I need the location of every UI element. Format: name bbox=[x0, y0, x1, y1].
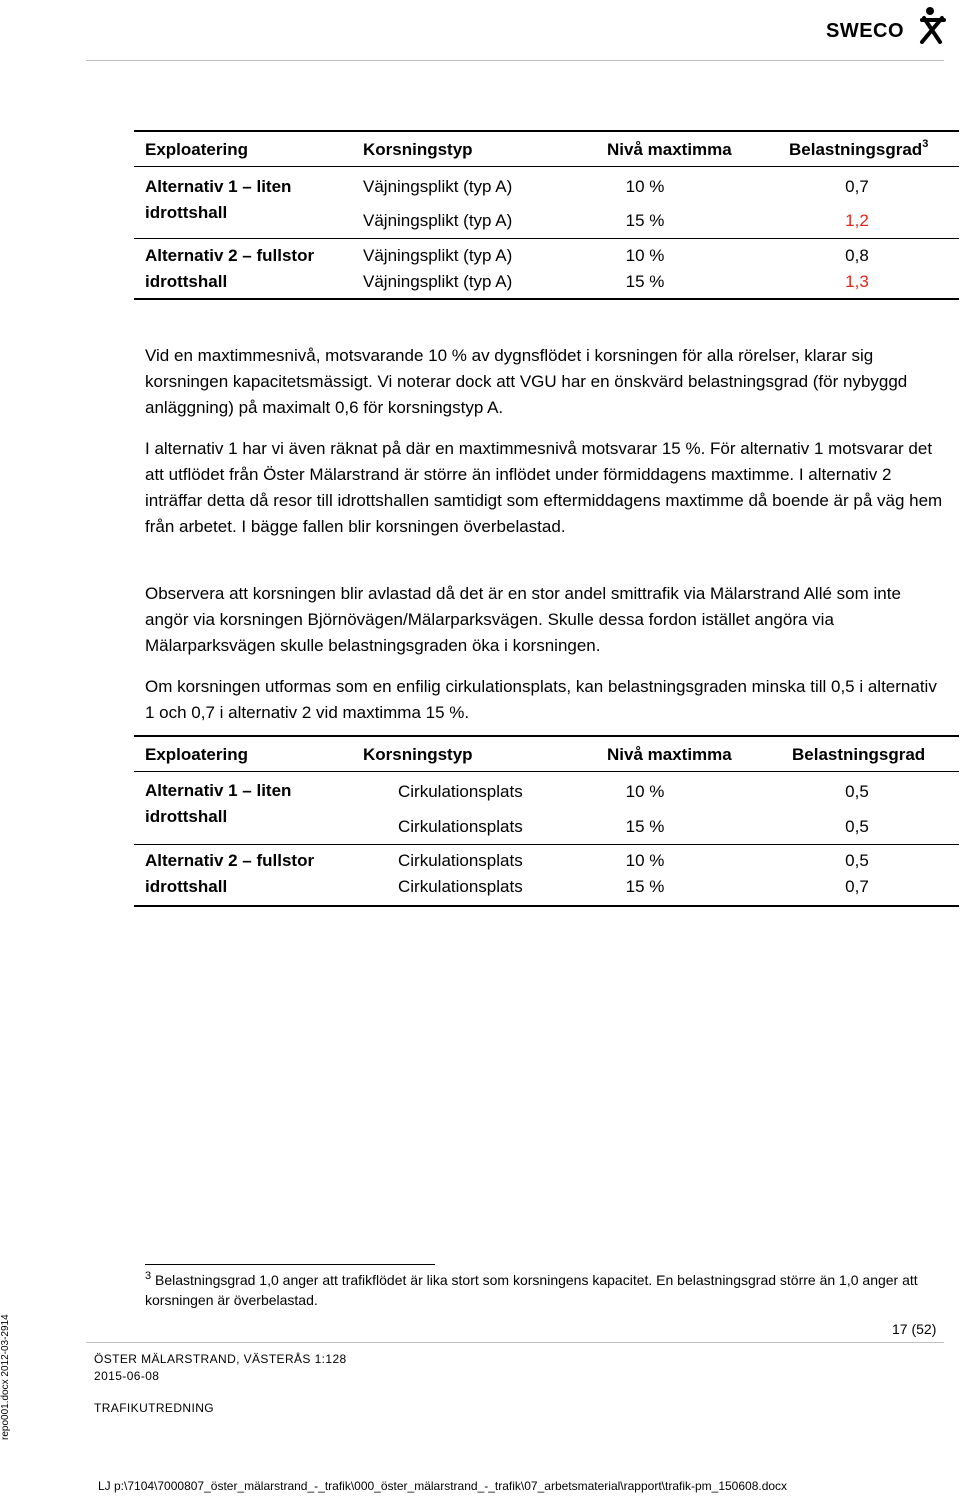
col-header-belastningsgrad: Belastningsgrad$^3$ bbox=[789, 138, 929, 159]
cell-level: 10 % bbox=[625, 851, 665, 870]
cell-grade: 0,5 bbox=[845, 851, 869, 870]
table-group-rule bbox=[134, 844, 959, 845]
cell-grade-overloaded: 1,3 bbox=[845, 272, 869, 291]
col-header-exploatering: Exploatering bbox=[145, 745, 248, 764]
paragraph-1: Vid en maxtimmesnivå, motsvarande 10 % av dygnsflödet i korsningen för alla rörelser, klarar sig korsningen kapacitetsmässigt. Vi noterar dock att VGU har en önskvärd belastningsgrad (för nybyggd anläggning) på maximalt 0,6 för korsningstyp A. bbox=[145, 346, 908, 417]
logo-text: SWECO bbox=[826, 20, 905, 42]
cell-type: Cirkulationsplats bbox=[398, 851, 523, 870]
cell-level: 15 % bbox=[625, 272, 665, 291]
cell-grade: 0,7 bbox=[845, 177, 869, 196]
cell-type: Väjningsplikt (typ A) bbox=[363, 177, 513, 196]
logo-figure-icon bbox=[918, 6, 948, 44]
footnote-rule bbox=[145, 1264, 435, 1265]
footnote-ref: 3 bbox=[922, 138, 929, 150]
group-name: Alternativ 1 – liten bbox=[145, 781, 292, 800]
col-header-niva: Nivå maxtimma bbox=[607, 745, 732, 764]
cell-grade: 0,8 bbox=[845, 246, 869, 265]
cell-type: Väjningsplikt (typ A) bbox=[363, 211, 513, 230]
page-number: 17 (52) bbox=[892, 1321, 937, 1337]
cell-level: 10 % bbox=[625, 177, 665, 196]
footer-project: ÖSTER MÄLARSTRAND, VÄSTERÅS 1:128 bbox=[94, 1352, 347, 1366]
cell-type: Cirkulationsplats bbox=[398, 817, 523, 836]
footnote-text: Belastningsgrad 1,0 anger att trafikflödet är lika stort som korsningens kapacitet. En belastningsgrad större än 1,0 anger att korsningen är överbelastad. bbox=[145, 1272, 918, 1308]
table-bottom-rule bbox=[134, 298, 959, 300]
col-header-korsningstyp: Korsningstyp bbox=[363, 745, 473, 764]
paragraph-3: Observera att korsningen blir avlastad då det är en stor andel smittrafik via Mälarstrand Allé som inte angör via korsningen Björnövägen/Mälarparksvägen. Skulle dessa fordon istället angöra via Mälarparksvägen skulle belastningsgraden öka i korsningen. bbox=[145, 584, 901, 655]
cell-type: Väjningsplikt (typ A) bbox=[363, 272, 513, 291]
cell-level: 10 % bbox=[625, 782, 665, 801]
capacity-table-2 bbox=[134, 735, 959, 907]
col-header-korsningstyp: Korsningstyp bbox=[363, 140, 473, 159]
group-name: idrottshall bbox=[145, 203, 228, 222]
footnote bbox=[145, 1270, 950, 1310]
cell-grade-overloaded: 1,2 bbox=[845, 211, 869, 230]
cell-type: Cirkulationsplats bbox=[398, 782, 523, 801]
group-name: Alternativ 2 – fullstor bbox=[145, 246, 315, 265]
table-header-rule bbox=[134, 771, 959, 772]
group-name: idrottshall bbox=[145, 807, 228, 826]
table-top-rule bbox=[134, 735, 959, 737]
footer-rule bbox=[86, 1342, 944, 1343]
footer-doc-type: TRAFIKUTREDNING bbox=[94, 1401, 214, 1415]
capacity-table-1 bbox=[134, 130, 959, 300]
footer-date: 2015-06-08 bbox=[94, 1369, 160, 1383]
table-group-rule bbox=[134, 238, 959, 239]
cell-level: 15 % bbox=[625, 877, 665, 896]
table-bottom-rule bbox=[134, 905, 959, 907]
group-name: Alternativ 1 – liten bbox=[145, 177, 292, 196]
cell-grade: 0,5 bbox=[845, 782, 869, 801]
col-header-exploatering: Exploatering bbox=[145, 140, 248, 159]
table-header-rule bbox=[134, 166, 959, 167]
sweco-logo bbox=[826, 6, 948, 44]
template-id: repo001.docx 2012-03-2914 bbox=[0, 1314, 11, 1440]
cell-level: 15 % bbox=[625, 211, 665, 230]
col-header-belastningsgrad: Belastningsgrad bbox=[792, 745, 926, 764]
table-top-rule bbox=[134, 130, 959, 132]
group-name: Alternativ 2 – fullstor bbox=[145, 851, 315, 870]
cell-level: 15 % bbox=[625, 817, 665, 836]
col-header-niva: Nivå maxtimma bbox=[607, 140, 732, 159]
paragraph-4: Om korsningen utformas som en enfilig cirkulationsplats, kan belastningsgraden minska till 0,5 i alternativ 1 och 0,7 i alternativ 2 vid maxtimma 15 %. bbox=[145, 677, 937, 722]
cell-grade: 0,5 bbox=[845, 817, 869, 836]
group-name: idrottshall bbox=[145, 272, 228, 291]
cell-type: Väjningsplikt (typ A) bbox=[363, 246, 513, 265]
footnote-number: 3 bbox=[145, 1270, 152, 1282]
cell-grade: 0,7 bbox=[845, 877, 869, 896]
cell-type: Cirkulationsplats bbox=[398, 877, 523, 896]
paragraph-2: I alternativ 1 har vi även räknat på där en maxtimmesnivå motsvarar 15 %. För alternativ 1 motsvarar det att utflödet från Öster Mälarstrand är större än inflödet under förmiddagens maxtimme. I alternativ 2 inträffar detta då resor till idrottshallen samtidigt som eftermiddagens maxtimme då boende är på väg hem från arbetet. I bägge fallen blir korsningen överbelastad. bbox=[145, 439, 943, 536]
cell-level: 10 % bbox=[625, 246, 665, 265]
group-name: idrottshall bbox=[145, 877, 228, 896]
file-path: LJ p:\7104\7000807_öster_mälarstrand_-_trafik\000_öster_mälarstrand_-_trafik\07_arbetsmaterial\rapport\trafik-pm_150608.docx bbox=[98, 1479, 788, 1493]
header-rule bbox=[86, 60, 944, 61]
